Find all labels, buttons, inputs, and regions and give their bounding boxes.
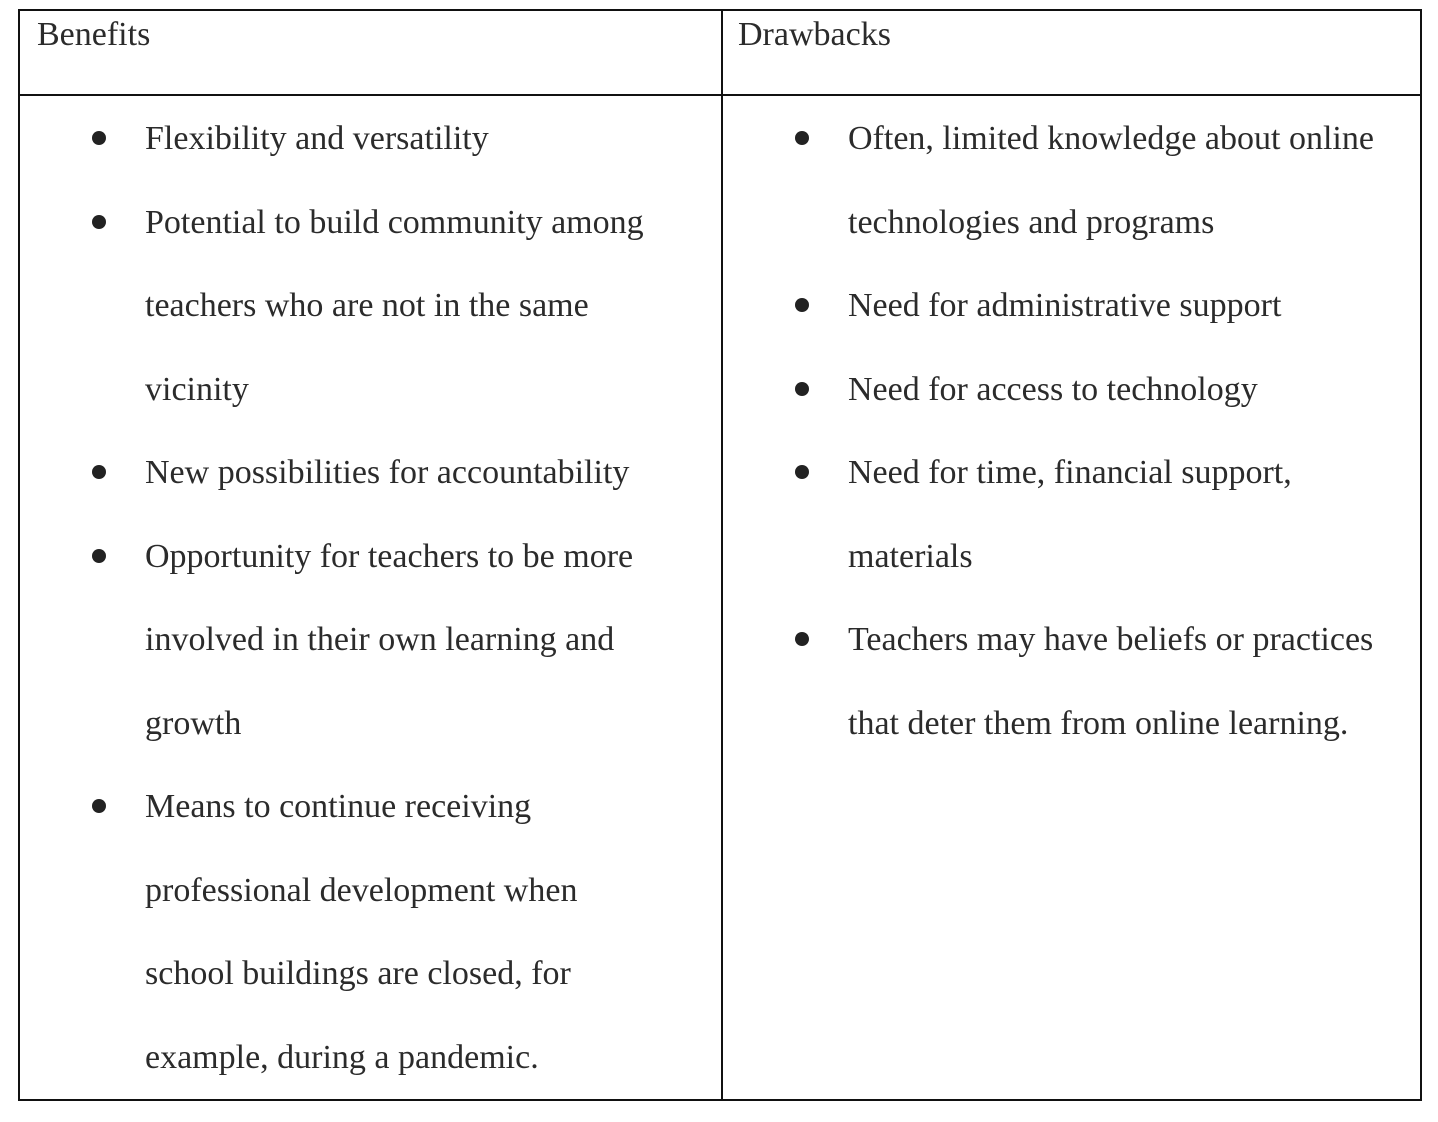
drawbacks-list bbox=[723, 97, 1423, 765]
benefits-list bbox=[20, 97, 720, 1099]
benefit-item: New possibilities for accountability bbox=[20, 431, 720, 515]
bullet-icon bbox=[92, 131, 106, 145]
bullet-icon bbox=[92, 549, 106, 563]
bullet-icon bbox=[795, 382, 809, 396]
bullet-icon bbox=[795, 131, 809, 145]
drawback-item: Need for time, financial support, materials bbox=[723, 431, 1423, 598]
bullet-icon bbox=[92, 215, 106, 229]
drawback-item: Need for administrative support bbox=[723, 264, 1423, 348]
bullet-icon bbox=[92, 799, 106, 813]
header-benefits: Benefits bbox=[37, 16, 151, 53]
drawback-item: Need for access to technology bbox=[723, 348, 1423, 432]
benefits-drawbacks-table bbox=[18, 9, 1422, 1101]
benefit-item: Potential to build community among teachers who are not in the same vicinity bbox=[20, 181, 720, 432]
bullet-icon bbox=[92, 465, 106, 479]
bullet-icon bbox=[795, 465, 809, 479]
benefit-item: Opportunity for teachers to be more involved in their own learning and growth bbox=[20, 515, 720, 766]
bullet-icon bbox=[795, 298, 809, 312]
bullet-icon bbox=[795, 632, 809, 646]
header-divider bbox=[20, 94, 1420, 96]
drawback-item: Teachers may have beliefs or practices that deter them from online learning. bbox=[723, 598, 1423, 765]
header-drawbacks: Drawbacks bbox=[738, 16, 891, 53]
benefit-item: Means to continue receiving professional development when school buildings are closed, for example, during a pandemic. bbox=[20, 765, 720, 1099]
benefit-item: Flexibility and versatility bbox=[20, 97, 720, 181]
drawback-item: Often, limited knowledge about online technologies and programs bbox=[723, 97, 1423, 264]
